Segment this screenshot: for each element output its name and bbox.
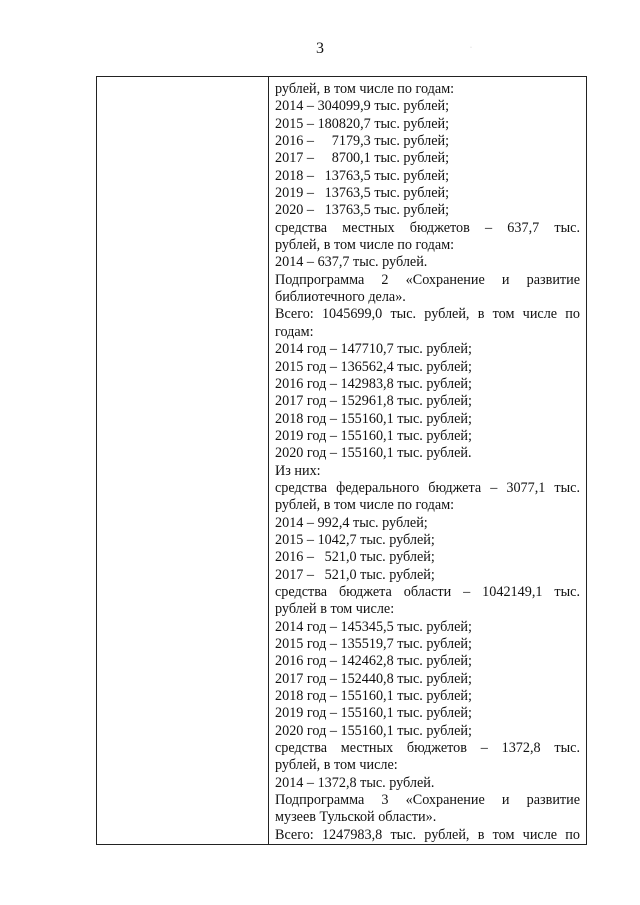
text-line [275, 272, 580, 289]
text-line-content: 2015 – 180820,7 тыс. рублей; [275, 115, 450, 132]
text-line-content: Всего: 1045699,0 тыс. рублей, в том числе по [275, 306, 580, 323]
text-line [275, 150, 580, 167]
text-line [275, 619, 580, 636]
text-line-content: библиотечного дела». [275, 289, 406, 306]
text-line-content: 2020 – 13763,5 тыс. рублей; [275, 202, 450, 219]
text-line-content: рублей, в том числе: [275, 757, 398, 774]
text-line [275, 827, 580, 844]
text-line [275, 497, 580, 514]
text-line [275, 671, 580, 688]
text-line-content: годам: [275, 323, 314, 340]
text-line-content: 2014 год – 145345,5 тыс. рублей; [275, 618, 472, 635]
text-line-content: 2016 год – 142983,8 тыс. рублей; [275, 375, 472, 392]
text-line-content: 2018 год – 155160,1 тыс. рублей; [275, 688, 472, 705]
text-line [275, 116, 580, 133]
table-row [97, 77, 587, 845]
text-line-content: 2019 год – 155160,1 тыс. рублей; [275, 427, 472, 444]
text-line [275, 480, 580, 497]
text-line-content: 2016 – 521,0 тыс. рублей; [275, 549, 435, 566]
text-line [275, 792, 580, 809]
funding-table [96, 76, 587, 845]
text-line-content: 2016 – 7179,3 тыс. рублей; [275, 133, 450, 150]
text-line-content: 2017 – 521,0 тыс. рублей; [275, 566, 435, 583]
text-line [275, 445, 580, 462]
text-line-content: Из них: [275, 462, 321, 479]
text-line-content: 2015 – 1042,7 тыс. рублей; [275, 531, 435, 548]
text-line [275, 584, 580, 601]
text-line-content: рублей, в том числе по годам: [275, 81, 455, 97]
text-line-content: средства федерального бюджета – 3077,1 тыс. [275, 479, 580, 496]
text-line-content: рублей в том числе: [275, 601, 395, 618]
text-line [275, 567, 580, 584]
text-line [275, 653, 580, 670]
text-line [275, 81, 580, 98]
page-number: 3 [316, 40, 324, 57]
table-cell-left [97, 77, 269, 845]
text-line-content: 2014 год – 147710,7 тыс. рублей; [275, 341, 472, 358]
text-line [275, 515, 580, 532]
text-line-content: 2019 – 13763,5 тыс. рублей; [275, 185, 450, 202]
table-cell-right [269, 77, 587, 845]
text-line [275, 636, 580, 653]
text-line [275, 306, 580, 323]
text-line [275, 220, 580, 237]
text-line-content: 2018 – 13763,5 тыс. рублей; [275, 167, 450, 184]
text-line [275, 168, 580, 185]
text-line-content: 2016 год – 142462,8 тыс. рублей; [275, 653, 472, 670]
text-line [275, 289, 580, 306]
text-line-content: Подпрограмма 2 «Сохранение и развитие [275, 271, 580, 288]
text-line [275, 532, 580, 549]
text-line [275, 723, 580, 740]
text-line [275, 688, 580, 705]
text-line [275, 705, 580, 722]
text-line [275, 775, 580, 792]
text-line [275, 411, 580, 428]
text-line [275, 133, 580, 150]
text-line [275, 740, 580, 757]
text-line-content: средства местных бюджетов – 637,7 тыс. [275, 219, 580, 236]
text-line [275, 428, 580, 445]
text-line-content: рублей, в том числе по годам: [275, 497, 455, 514]
text-line-content: 2019 год – 155160,1 тыс. рублей; [275, 705, 472, 722]
text-line [275, 463, 580, 480]
text-line-content: средства бюджета области – 1042149,1 тыс. [275, 583, 580, 600]
text-line-content: 2017 год – 152440,8 тыс. рублей; [275, 670, 472, 687]
text-line [275, 324, 580, 341]
text-line-content: 2015 год – 136562,4 тыс. рублей; [275, 358, 472, 375]
text-line-content: 2014 – 304099,9 тыс. рублей; [275, 98, 450, 115]
text-line [275, 185, 580, 202]
text-line-content: 2014 – 637,7 тыс. рублей. [275, 254, 428, 271]
text-line [275, 601, 580, 618]
text-line-content: Подпрограмма 3 «Сохранение и развитие [275, 792, 580, 809]
text-line-content: 2017 год – 152961,8 тыс. рублей; [275, 393, 472, 410]
text-line-content: 2014 – 992,4 тыс. рублей; [275, 514, 428, 531]
text-line [275, 757, 580, 774]
text-line-content: 2015 год – 135519,7 тыс. рублей; [275, 636, 472, 652]
text-line [275, 237, 580, 254]
text-line-content: 2020 год – 155160,1 тыс. рублей. [275, 445, 472, 462]
text-line-content: 2014 – 1372,8 тыс. рублей. [275, 774, 435, 791]
text-line [275, 254, 580, 271]
text-line-content: музеев Тульской области». [275, 809, 437, 826]
text-line-content: 2020 год – 155160,1 тыс. рублей; [275, 722, 472, 739]
text-line-content: средства местных бюджетов – 1372,8 тыс. [275, 740, 580, 757]
text-line-content: рублей, в том числе по годам: [275, 237, 455, 254]
text-line-content: 2018 год – 155160,1 тыс. рублей; [275, 410, 472, 427]
text-line [275, 341, 580, 358]
text-line [275, 376, 580, 393]
funding-text-block [269, 77, 586, 844]
corner-mark: · [470, 45, 472, 51]
text-line-content: Всего: 1247983,8 тыс. рублей, в том числе по [275, 826, 580, 843]
text-line [275, 98, 580, 115]
text-line [275, 809, 580, 826]
text-line [275, 549, 580, 566]
text-line-content: 2017 – 8700,1 тыс. рублей; [275, 150, 450, 167]
text-line [275, 359, 580, 376]
text-line [275, 393, 580, 410]
text-line [275, 202, 580, 219]
